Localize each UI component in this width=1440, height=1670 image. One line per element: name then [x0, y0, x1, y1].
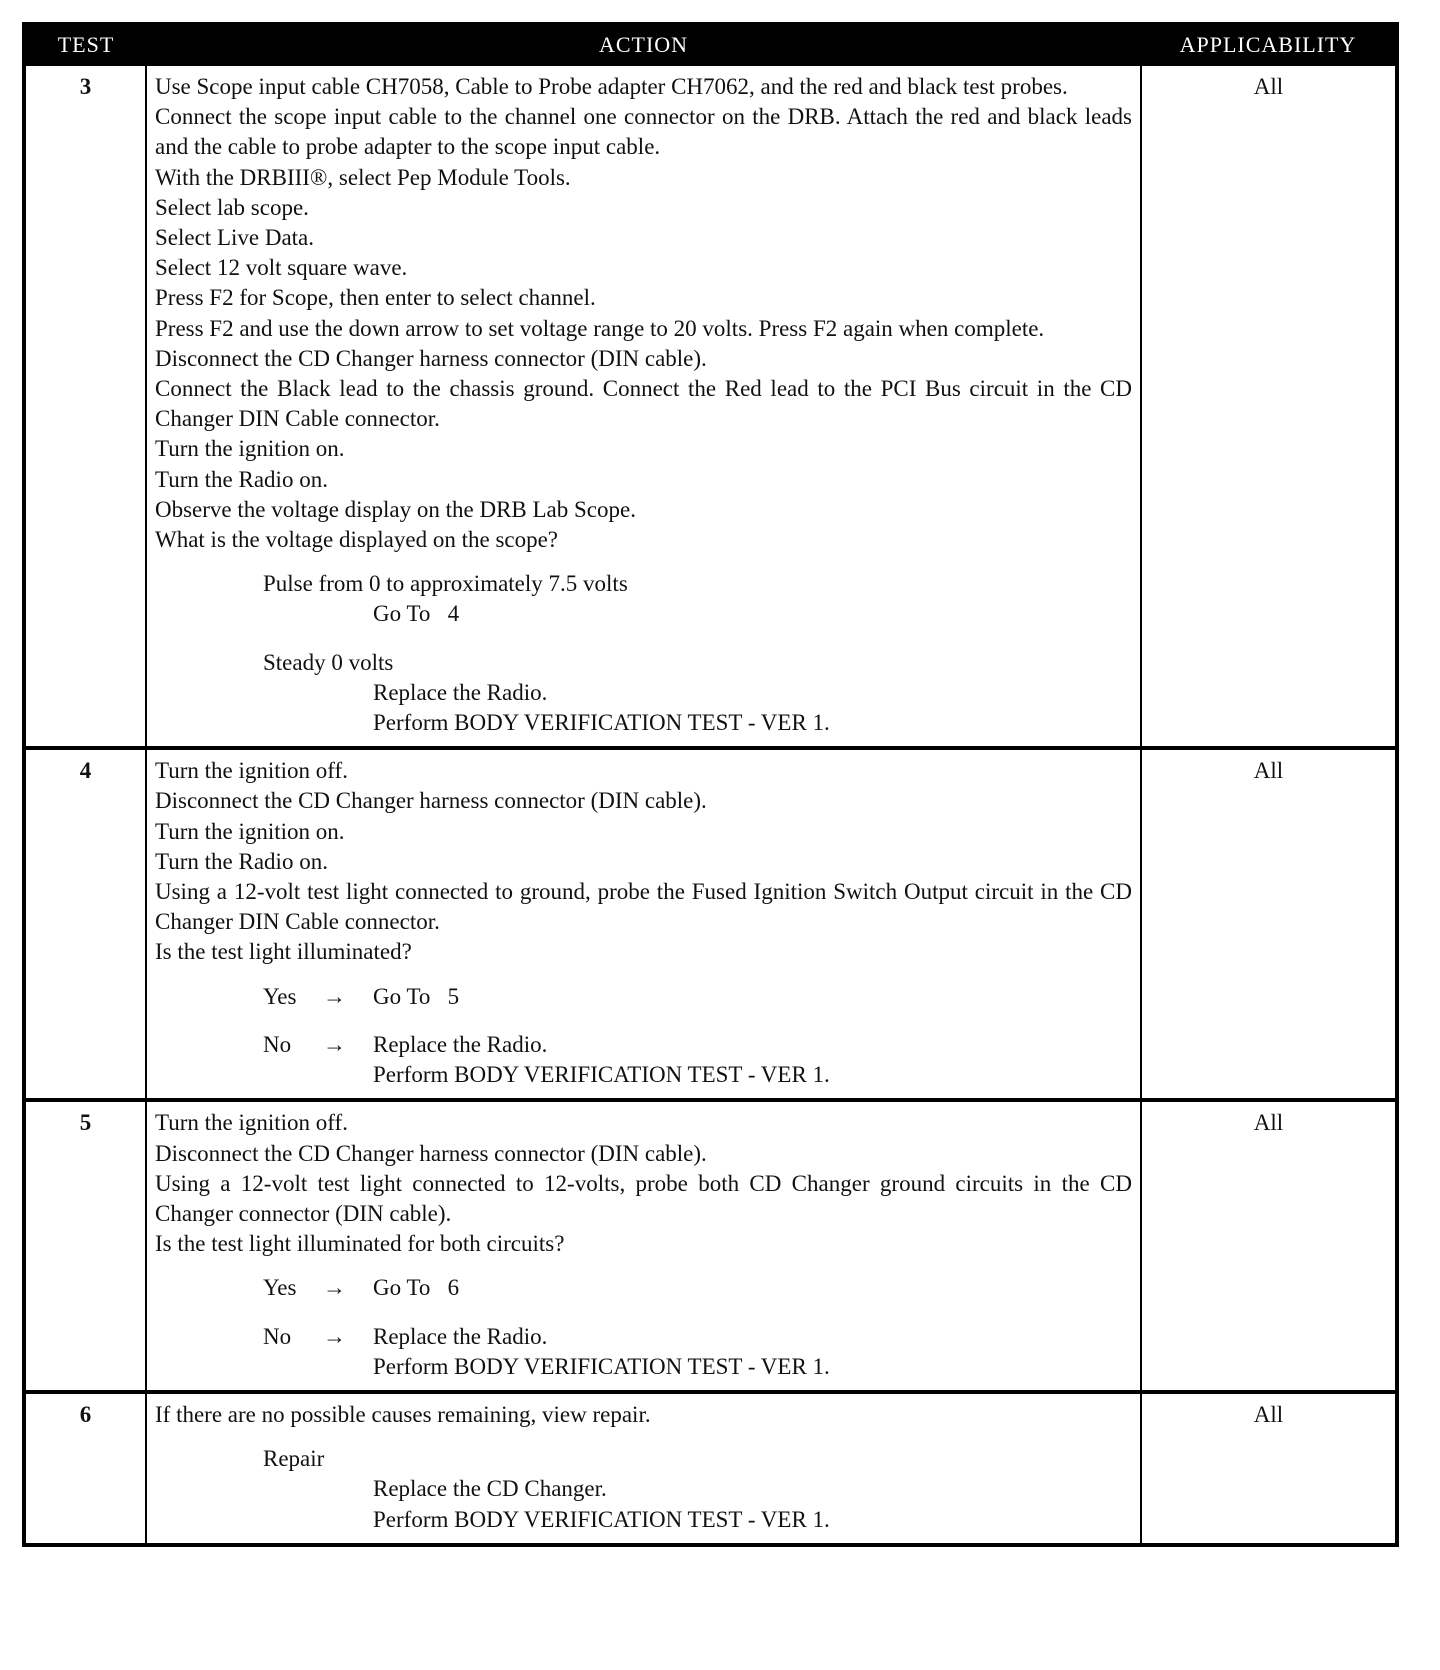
arrow-right-icon: →: [323, 1031, 346, 1057]
step-text: Disconnect the CD Changer harness connector (DIN cable).: [155, 1140, 707, 1166]
branch-condition: Steady 0 volts: [263, 649, 394, 675]
header-applicability: APPLICABILITY: [1141, 24, 1397, 65]
table-row: [24, 748, 1397, 1100]
answer-label: Yes: [263, 1275, 297, 1301]
action-cell: [146, 65, 1141, 748]
step-text: Turn the ignition off.: [155, 758, 348, 784]
branch-condition: Repair: [263, 1446, 325, 1472]
step-text: Select 12 volt square wave.: [155, 255, 408, 281]
answer-yes: [263, 982, 1132, 1012]
step-text: Using a 12-volt test light connected to ground, probe the Fused Ignition Switch Output circuit in the CD Changer DIN Cable connector.: [155, 879, 1132, 935]
step-text: With the DRBIII®, select Pep Module Tools.: [155, 164, 571, 190]
diagnostic-test-table: [22, 22, 1399, 1547]
applicability-cell: All: [1141, 1392, 1397, 1545]
step-text: Turn the Radio on.: [155, 848, 328, 874]
answer-result: Replace the Radio.: [373, 1323, 548, 1349]
table-header: [24, 24, 1397, 65]
test-number: 3: [24, 65, 146, 748]
answer-result: Perform BODY VERIFICATION TEST - VER 1.: [373, 1353, 830, 1379]
applicability-cell: All: [1141, 65, 1397, 748]
test-number: 4: [24, 748, 146, 1100]
test-number: 6: [24, 1392, 146, 1545]
step-text: Connect the Black lead to the chassis ground. Connect the Red lead to the PCI Bus circuit in the CD Changer DIN Cable connector.: [155, 376, 1132, 432]
header-test: TEST: [24, 24, 146, 65]
answer-result: Go To 5: [373, 983, 460, 1009]
step-text: Use Scope input cable CH7058, Cable to Probe adapter CH7062, and the red and black test probes.: [155, 74, 1068, 99]
test-number: 5: [24, 1100, 146, 1392]
answer-label: Yes: [263, 983, 297, 1009]
step-text: Is the test light illuminated?: [155, 939, 412, 965]
branch-result: Replace the CD Changer.: [373, 1476, 607, 1502]
step-text: Turn the ignition on.: [155, 436, 345, 462]
answer-yes: [263, 1273, 1132, 1303]
step-text: Disconnect the CD Changer harness connector (DIN cable).: [155, 788, 707, 814]
arrow-right-icon: →: [323, 1275, 346, 1301]
arrow-right-icon: →: [323, 1323, 346, 1349]
arrow-right-icon: →: [323, 983, 346, 1009]
step-text: Select Live Data.: [155, 225, 315, 251]
diagnostic-procedure-sheet: [22, 22, 1395, 1547]
answer-list: [155, 982, 1132, 1091]
answer-list: [155, 1273, 1132, 1382]
table-row: [24, 1100, 1397, 1392]
header-action: ACTION: [146, 24, 1141, 65]
step-text: Is the test light illuminated for both circuits?: [155, 1231, 565, 1257]
branch-list: [155, 1444, 1132, 1535]
action-cell: [146, 1100, 1141, 1392]
action-cell: [146, 1392, 1141, 1545]
action-cell: [146, 748, 1141, 1100]
branch-list: [155, 569, 1132, 738]
answer-label: No: [263, 1031, 292, 1057]
step-text: Turn the ignition on.: [155, 818, 345, 844]
branch-condition: Pulse from 0 to approximately 7.5 volts: [263, 571, 628, 597]
answer-no: [263, 1322, 1132, 1382]
applicability-cell: All: [1141, 748, 1397, 1100]
answer-result: Go To 6: [373, 1275, 460, 1301]
answer-result: Replace the Radio.: [373, 1031, 548, 1057]
step-text: Turn the Radio on.: [155, 466, 328, 492]
branch-result: Replace the Radio.: [373, 679, 548, 705]
branch-result: Perform BODY VERIFICATION TEST - VER 1.: [373, 710, 830, 736]
step-text: Connect the scope input cable to the channel one connector on the DRB. Attach the red and black leads and the cable to probe adapter to the scope input cable.: [155, 104, 1132, 160]
branch-result: Perform BODY VERIFICATION TEST - VER 1.: [373, 1506, 830, 1532]
table-row: [24, 1392, 1397, 1545]
step-text: Observe the voltage display on the DRB Lab Scope.: [155, 496, 636, 522]
step-text: What is the voltage displayed on the scope?: [155, 527, 559, 553]
step-text: Press F2 for Scope, then enter to select channel.: [155, 285, 596, 311]
table-row: [24, 65, 1397, 748]
answer-label: No: [263, 1323, 292, 1349]
step-text: Using a 12-volt test light connected to 12-volts, probe both CD Changer ground circuits in the CD Changer connector (DIN cable).: [155, 1170, 1132, 1226]
answer-result: Perform BODY VERIFICATION TEST - VER 1.: [373, 1062, 830, 1088]
step-text: If there are no possible causes remaining, view repair.: [155, 1401, 651, 1427]
branch-item: [263, 648, 1132, 739]
step-text: Press F2 and use the down arrow to set voltage range to 20 volts. Press F2 again when complete.: [155, 315, 1045, 341]
applicability-cell: All: [1141, 1100, 1397, 1392]
step-text: Turn the ignition off.: [155, 1110, 348, 1136]
step-text: Select lab scope.: [155, 194, 309, 220]
step-text: Disconnect the CD Changer harness connector (DIN cable).: [155, 345, 707, 371]
answer-no: [263, 1030, 1132, 1090]
branch-item: [263, 1444, 1132, 1535]
branch-result: Go To 4: [373, 601, 460, 627]
branch-item: [263, 569, 1132, 629]
